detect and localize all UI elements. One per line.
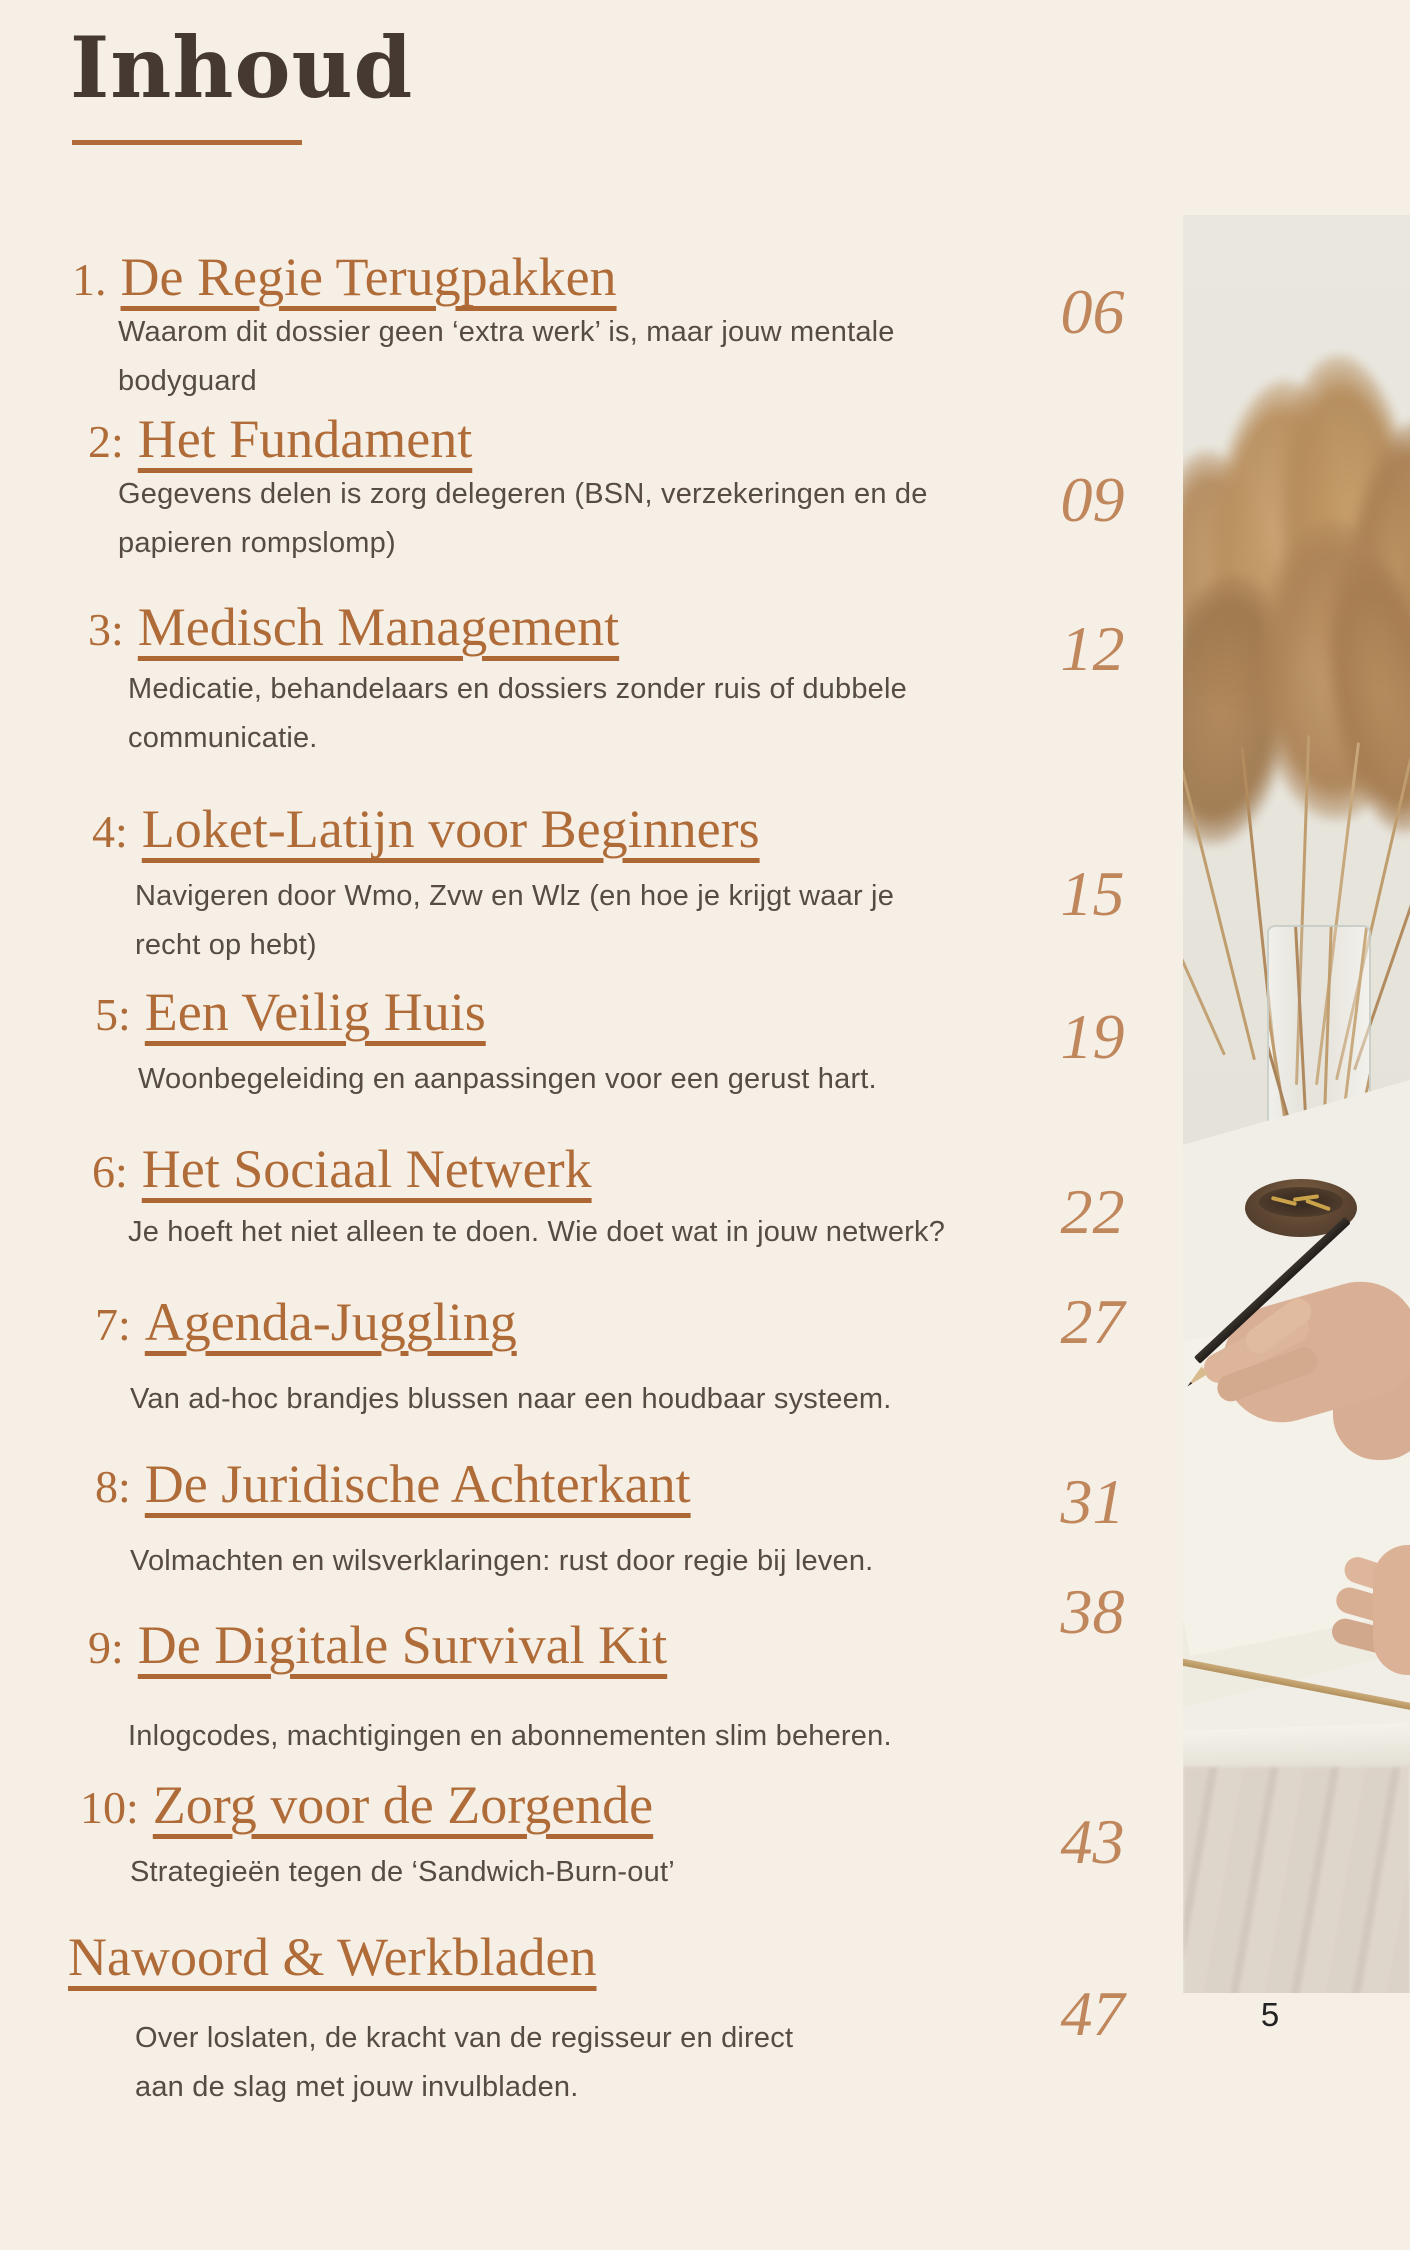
chapter-page-number: 22 xyxy=(1060,1176,1125,1247)
toc-entry-heading xyxy=(92,799,760,859)
toc-entry-heading xyxy=(88,409,473,469)
chapter-title-link[interactable]: Een Veilig Huis xyxy=(144,982,486,1042)
chapter-number: 9: xyxy=(88,1622,124,1673)
chapter-title-link[interactable]: Loket-Latijn voor Beginners xyxy=(141,799,760,859)
chapter-number: 6: xyxy=(92,1146,128,1197)
chapter-description: Medicatie, behandelaars en dossiers zonder ruis of dubbele communicatie. xyxy=(128,673,907,755)
pampas-grass-writing-photo xyxy=(1183,215,1410,1993)
chapter-page-number: 27 xyxy=(1060,1286,1125,1357)
chapter-number: 5: xyxy=(95,989,131,1040)
photo-fabric-drape xyxy=(1183,1767,1410,1993)
toc-entry-heading xyxy=(95,1454,691,1514)
page-title: Inhoud xyxy=(70,18,414,117)
chapter-page-number: 47 xyxy=(1060,1978,1125,2049)
chapter-page-number: 15 xyxy=(1060,858,1125,929)
chapter-page-number: 31 xyxy=(1060,1466,1125,1537)
toc-entry-heading xyxy=(68,1927,597,1987)
toc-entry-heading xyxy=(92,1139,592,1199)
chapter-title-link[interactable]: Agenda-Juggling xyxy=(144,1292,517,1352)
chapter-description: Strategieën tegen de ‘Sandwich-Burn-out’ xyxy=(130,1856,675,1888)
photo-paper-clip xyxy=(1305,1199,1331,1212)
chapter-description: Woonbegeleiding en aanpassingen voor een gerust hart. xyxy=(138,1063,877,1095)
chapter-description: Volmachten en wilsverklaringen: rust door regie bij leven. xyxy=(130,1545,874,1577)
toc-entry-heading xyxy=(88,597,620,657)
footer-page-number: 5 xyxy=(1260,1996,1280,2033)
chapter-title-link[interactable]: De Regie Terugpakken xyxy=(120,247,617,307)
toc-entry-heading xyxy=(80,1775,654,1835)
chapter-description: Van ad-hoc brandjes blussen naar een houdbaar systeem. xyxy=(130,1383,892,1415)
chapter-title-link[interactable]: Nawoord & Werkbladen xyxy=(68,1927,597,1987)
chapter-page-number: 19 xyxy=(1060,1001,1125,1072)
chapter-number: 2: xyxy=(88,416,124,467)
chapter-page-number: 12 xyxy=(1060,613,1125,684)
chapter-description: Over loslaten, de kracht van de regisseur en direct aan de slag met jouw invulbladen. xyxy=(135,2022,794,2104)
chapter-page-number: 43 xyxy=(1060,1806,1125,1877)
toc-entry-heading xyxy=(95,1292,517,1352)
toc-entry-heading xyxy=(88,1615,668,1675)
chapter-number: 3: xyxy=(88,604,124,655)
chapter-description: Waarom dit dossier geen ‘extra werk’ is, maar jouw mentale bodyguard xyxy=(118,316,895,398)
chapter-page-number: 38 xyxy=(1060,1576,1125,1647)
chapter-description: Navigeren door Wmo, Zvw en Wlz (en hoe je krijgt waar je recht op hebt) xyxy=(135,880,895,962)
chapter-title-link[interactable]: De Juridische Achterkant xyxy=(144,1454,691,1514)
chapter-number: 1. xyxy=(72,254,107,305)
photo-bowl-interior xyxy=(1259,1187,1343,1217)
chapter-page-number: 06 xyxy=(1060,276,1125,347)
chapter-description: Inlogcodes, machtigingen en abonnementen slim beheren. xyxy=(128,1720,892,1752)
title-underline xyxy=(72,140,302,145)
chapter-title-link[interactable]: Het Fundament xyxy=(137,409,473,469)
toc-entry-heading xyxy=(72,247,617,307)
chapter-number: 7: xyxy=(95,1299,131,1350)
chapter-page-number: 09 xyxy=(1060,464,1125,535)
chapter-number: 4: xyxy=(92,806,128,857)
chapter-description: Je hoeft het niet alleen te doen. Wie doet wat in jouw netwerk? xyxy=(128,1216,946,1248)
chapter-title-link[interactable]: De Digitale Survival Kit xyxy=(137,1615,668,1675)
toc-entry-heading xyxy=(95,982,486,1042)
chapter-title-link[interactable]: Het Sociaal Netwerk xyxy=(141,1139,592,1199)
chapter-number: 10: xyxy=(80,1782,139,1833)
chapter-title-link[interactable]: Zorg voor de Zorgende xyxy=(152,1775,654,1835)
chapter-title-link[interactable]: Medisch Management xyxy=(137,597,620,657)
chapter-description: Gegevens delen is zorg delegeren (BSN, verzekeringen en de papieren rompslomp) xyxy=(118,478,928,560)
chapter-number: 8: xyxy=(95,1461,131,1512)
photo-hand-resting xyxy=(1373,1545,1410,1675)
